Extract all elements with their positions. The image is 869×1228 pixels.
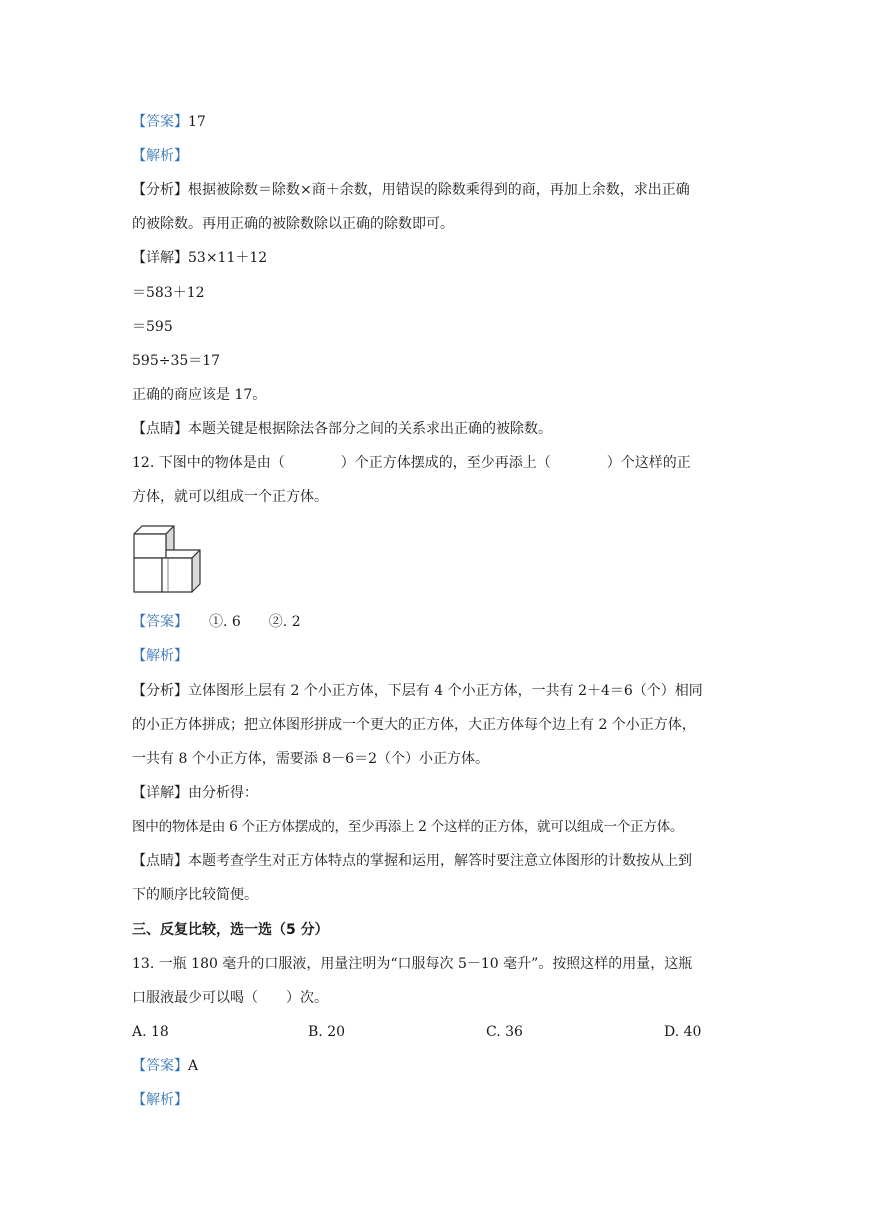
dianjing-label: 【点睛】 — [132, 421, 188, 437]
q12-question-2: 方体，就可以组成一个正方体。 — [132, 489, 328, 505]
q12-xiangjie — [132, 783, 258, 803]
cube-front-face — [162, 558, 192, 592]
q13-question-1: 13. 一瓶 180 毫升的口服液，用量注明为“口服每次 5－10 毫升”。按照这样的用量，这瓶 — [132, 956, 693, 972]
xiangjie-label: 【详解】 — [132, 785, 188, 801]
q12-xiangjie-2: 图中的物体是由 6 个正方体摆成的，至少再添上 2 个这样的正方体，就可以组成一个正方体。 — [132, 819, 684, 835]
dianjing-text: 本题考查学生对正方体特点的掌握和运用，解答时要注意立体图形的计数按从上到 — [188, 853, 692, 869]
answer-value: 17 — [188, 114, 206, 130]
xiangjie-label: 【详解】 — [132, 250, 188, 266]
answer-label: 【答案】 — [132, 614, 181, 630]
fenxi-label: 【分析】 — [132, 683, 188, 699]
section-title: 三、反复比较，选一选（5 分） — [132, 922, 329, 938]
cube-stack-figure — [132, 524, 212, 596]
q12-analysis-label: 【解析】 — [132, 648, 188, 664]
q11-step3: ＝595 — [132, 319, 173, 335]
q12-answer — [132, 612, 301, 632]
cube-front-face — [134, 558, 162, 592]
answer-value: ①. 6 ②. 2 — [181, 614, 301, 630]
q13-option-b: B. 20 — [308, 1024, 346, 1040]
q13-question-2: 口服液最少可以喝（ ）次。 — [132, 990, 328, 1006]
q11-step4: 595÷35＝17 — [132, 353, 221, 369]
answer-value: A — [188, 1058, 199, 1074]
q12-fenxi-2: 的小正方体拼成；把立体图形拼成一个更大的正方体，大正方体每个边上有 2 个小正方体， — [132, 717, 696, 733]
q11-fenxi-2: 的被除数。再用正确的被除数除以正确的除数即可。 — [132, 216, 454, 232]
q12-dianjing — [132, 851, 692, 871]
q12-fenxi-3: 一共有 8 个小正方体，需要添 8－6＝2（个）小正方体。 — [132, 751, 489, 767]
dianjing-text: 本题关键是根据除法各部分之间的关系求出正确的被除数。 — [188, 421, 552, 437]
fenxi-text: 根据被除数＝除数×商＋余数，用错误的除数乘得到的商，再加上余数，求出正确 — [188, 182, 690, 198]
q12-dianjing-2: 下的顺序比较简便。 — [132, 887, 258, 903]
q13-option-c: C. 36 — [486, 1024, 523, 1040]
xiangjie-text: 53×11＋12 — [188, 250, 268, 266]
answer-label: 【答案】 — [132, 114, 188, 130]
q11-xiangjie — [132, 248, 267, 268]
dianjing-label: 【点睛】 — [132, 853, 188, 869]
q13-answer — [132, 1056, 198, 1076]
answer-label: 【答案】 — [132, 1058, 188, 1074]
q12-fenxi-1 — [132, 681, 703, 701]
fenxi-text: 立体图形上层有 2 个小正方体，下层有 4 个小正方体，一共有 2＋4＝6（个）相同 — [188, 683, 703, 699]
q13-analysis-label: 【解析】 — [132, 1092, 188, 1108]
fenxi-label: 【分析】 — [132, 182, 188, 198]
q13-option-a: A. 18 — [132, 1024, 169, 1040]
xiangjie-text: 由分析得： — [188, 785, 258, 801]
q11-conclusion: 正确的商应该是 17。 — [132, 387, 267, 403]
cube-front-face — [134, 534, 166, 558]
q11-analysis-label: 【解析】 — [132, 148, 188, 164]
cube-side-face — [192, 550, 200, 592]
q11-answer — [132, 112, 206, 132]
q11-fenxi-1 — [132, 180, 690, 200]
q12-question-1: 12. 下图中的物体是由（ ）个正方体摆成的，至少再添上（ ）个这样的正 — [132, 455, 691, 471]
q11-step2: ＝583＋12 — [132, 285, 205, 301]
q13-option-d: D. 40 — [664, 1024, 702, 1040]
q11-dianjing — [132, 419, 552, 439]
